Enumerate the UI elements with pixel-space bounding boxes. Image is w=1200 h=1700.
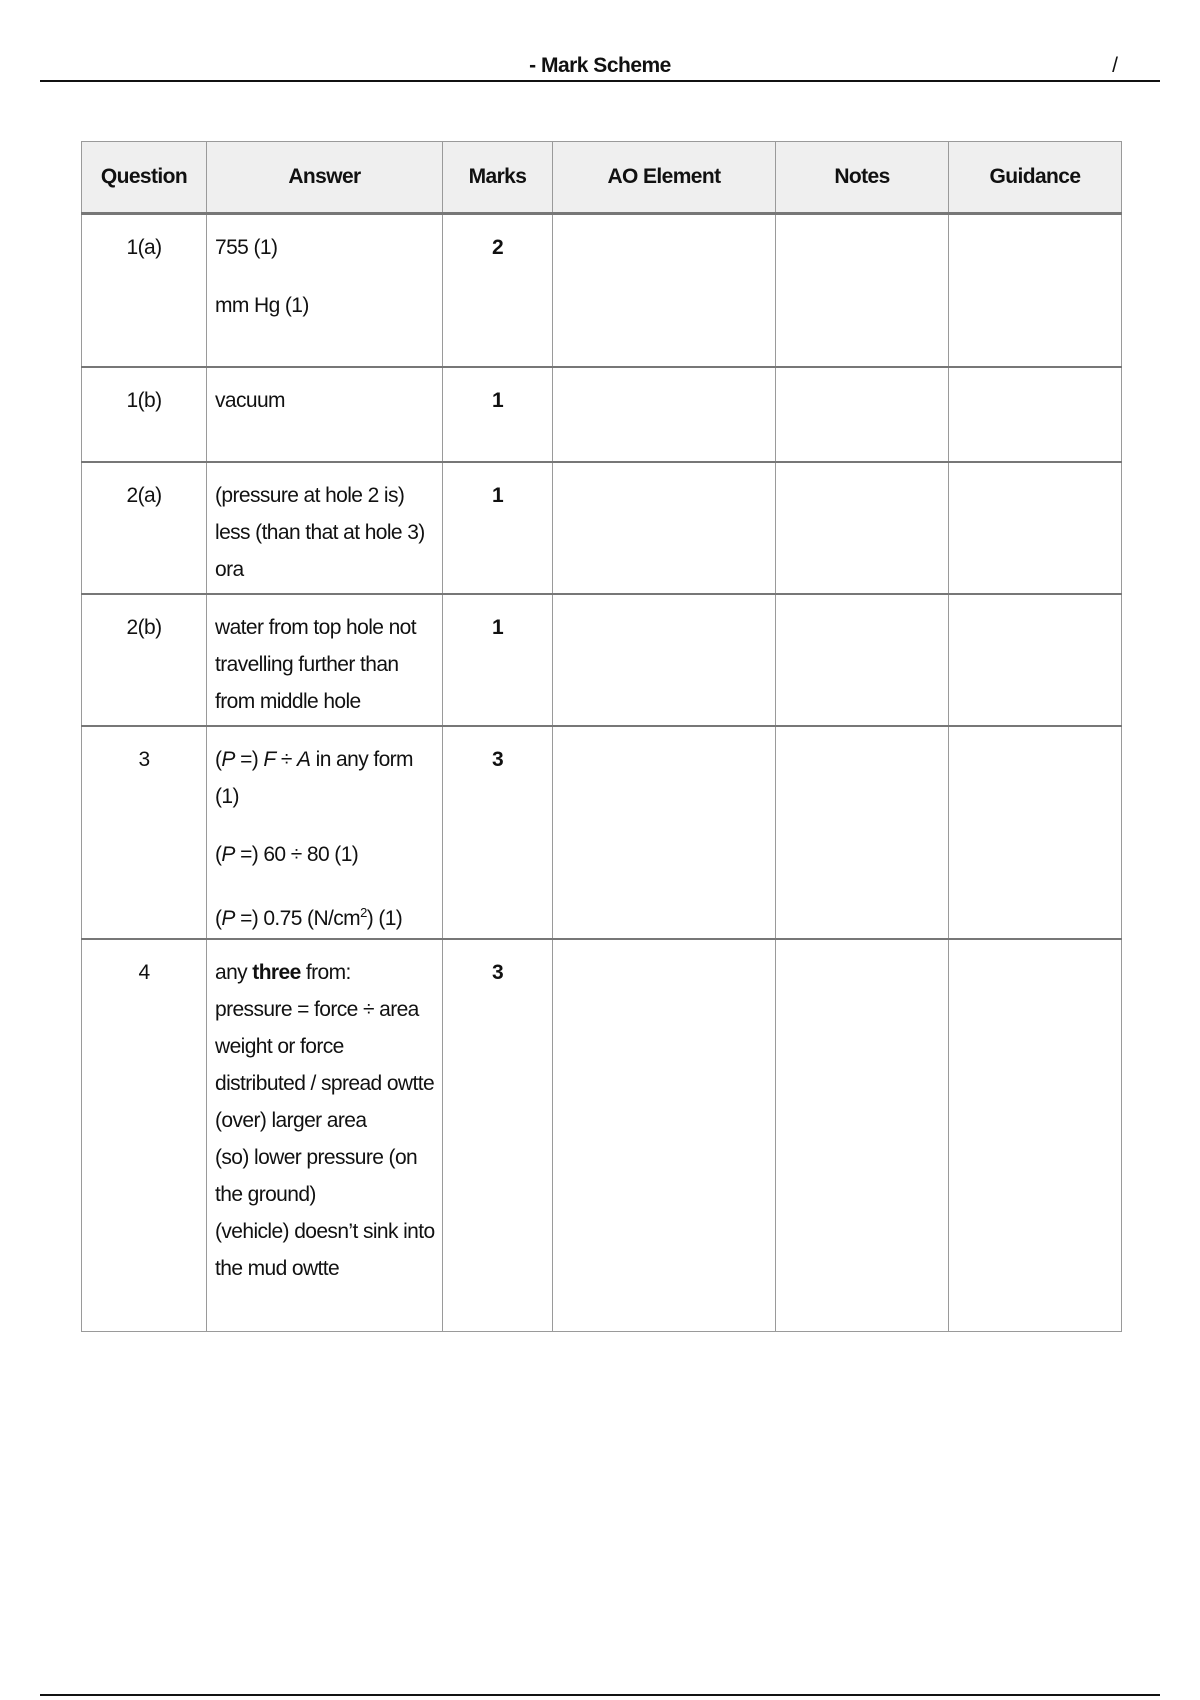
answer-cell [207, 939, 443, 1332]
answer-point: (over) larger area [215, 1109, 367, 1132]
question-cell: 2(b) [82, 594, 207, 726]
marks-cell: 3 [443, 726, 553, 939]
guidance-cell [949, 939, 1122, 1332]
marks-cell: 3 [443, 939, 553, 1332]
answer-line: (P =) 0.75 $(N/cm^2)$ (1) [215, 905, 403, 930]
column-header-question: Question [82, 142, 207, 214]
header-right-mark: / [1112, 54, 1118, 77]
marks-cell: 1 [443, 594, 553, 726]
guidance-cell [949, 214, 1122, 368]
notes-cell [776, 726, 949, 939]
question-cell: 2(a) [82, 462, 207, 594]
answer-cell [207, 462, 443, 594]
column-header-notes: Notes [776, 142, 949, 214]
guidance-cell [949, 726, 1122, 939]
ao-element-cell [553, 726, 776, 939]
question-cell: 4 [82, 939, 207, 1332]
table-row [82, 462, 1122, 594]
table-header-row [82, 142, 1122, 214]
answer-point: pressure = force ÷ area [215, 998, 419, 1021]
ao-element-cell [553, 367, 776, 462]
question-cell: 1(a) [82, 214, 207, 368]
table-row [82, 939, 1122, 1332]
column-header-answer: Answer [207, 142, 443, 214]
notes-cell [776, 367, 949, 462]
column-header-marks: Marks [443, 142, 553, 214]
marks-cell: 1 [443, 462, 553, 594]
answer-line: (P =) F ÷ A in any form (1) [215, 748, 413, 808]
answer-cell [207, 367, 443, 462]
table-row [82, 214, 1122, 368]
guidance-cell [949, 462, 1122, 594]
answer-point: weight or force distributed / spread owtte [215, 1035, 435, 1095]
notes-cell [776, 214, 949, 368]
answer-point: (vehicle) doesn’t sink into the mud owtte [215, 1220, 435, 1280]
ao-element-cell [553, 462, 776, 594]
column-header-guidance: Guidance [949, 142, 1122, 214]
ao-element-cell [553, 939, 776, 1332]
table-row [82, 594, 1122, 726]
column-header-ao-element: AO Element [553, 142, 776, 214]
answer-cell [207, 214, 443, 368]
mark-scheme-table [81, 141, 1122, 1332]
notes-cell [776, 462, 949, 594]
answer-line: (P =) 60 ÷ 80 (1) [215, 843, 359, 866]
question-cell: 1(b) [82, 367, 207, 462]
ao-element-cell [553, 594, 776, 726]
answer-line: 755 (1) [215, 236, 278, 259]
notes-cell [776, 594, 949, 726]
table-row [82, 367, 1122, 462]
ao-element-cell [553, 214, 776, 368]
guidance-cell [949, 367, 1122, 462]
marks-cell: 1 [443, 367, 553, 462]
table-row [82, 726, 1122, 939]
page-header [40, 52, 1160, 82]
notes-cell [776, 939, 949, 1332]
answer-line: vacuum [215, 389, 285, 412]
answer-text: water from top hole not travelling further than from middle hole [215, 616, 416, 713]
marks-cell: 2 [443, 214, 553, 368]
answer-text: (pressure at hole 2 is) less (than that at hole 3) ora [215, 484, 425, 581]
question-cell: 3 [82, 726, 207, 939]
footer-rule [40, 1694, 1160, 1696]
answer-line: mm Hg (1) [215, 294, 309, 317]
answer-cell [207, 594, 443, 726]
answer-intro: any three from: [215, 961, 351, 984]
guidance-cell [949, 594, 1122, 726]
answer-cell [207, 726, 443, 939]
header-title: - Mark Scheme [529, 54, 671, 77]
mark-scheme-table-wrapper [81, 141, 1121, 1332]
answer-point: (so) lower pressure (on the ground) [215, 1146, 418, 1206]
